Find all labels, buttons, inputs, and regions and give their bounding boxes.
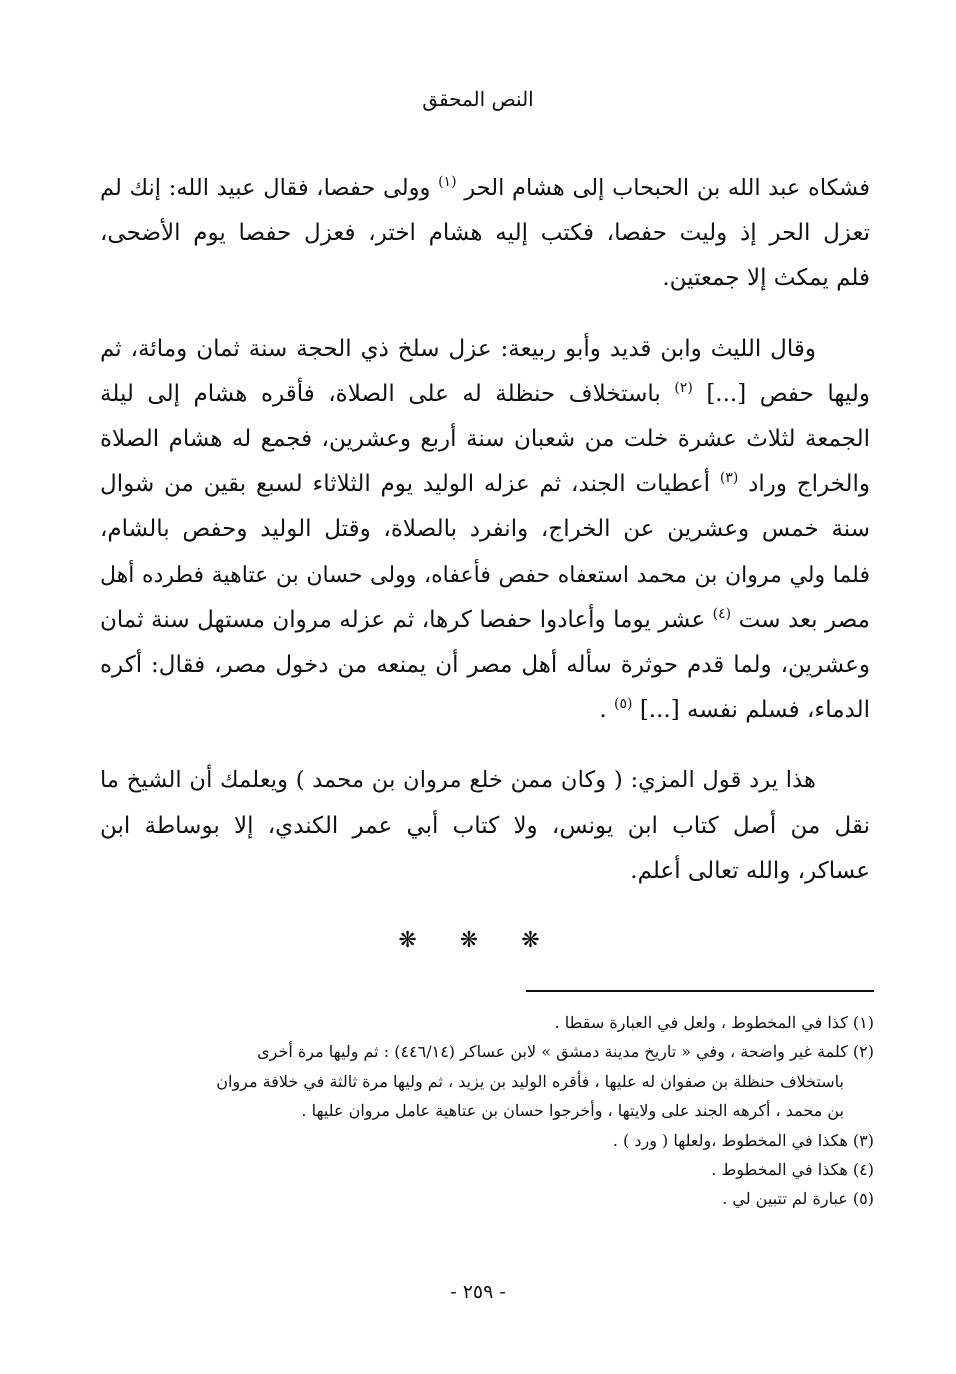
footnote-3: (٣) هكذا في المخطوط ،ولعلها ( ورد ) . [612, 1130, 874, 1150]
text-line: الجمعة لثلاث عشرة خلت من شعبان سنة أربع وعشرين، فجمع له هشام الصلاة [100, 426, 870, 453]
paragraph-3 [100, 758, 870, 894]
footnote-4: (٤) هكذا في المخطوط . [711, 1160, 874, 1180]
text-line: الدماء، فسلم نفسه [...] $^{(٥)}$ . [599, 696, 870, 724]
footnote-ref-2[interactable]: (٢) [674, 379, 693, 396]
paragraph-1 [100, 166, 870, 302]
footnote-2: (٢) كلمة غير واضحة ، وفي « تاريخ مدينة دمشق » لابن عساكر (٤٤٦/١٤) : ثم وليها مرة أخرى [257, 1042, 874, 1062]
text-line: فلما ولي مروان بن محمد استعفاه حفص فأعفاه، وولى حسان بن عتاهية فطرده أهل [100, 562, 870, 588]
footnotes [100, 1008, 874, 1214]
text-line: هذا يرد قول المزي: ( وكان ممن خلع مروان بن محمد ) ويعلمك أن الشيخ ما [100, 767, 816, 794]
footnote-1: (١) كذا في المخطوط ، ولعل في العبارة سقطا . [554, 1013, 874, 1032]
text-line: وليها حفص [...] $^{(٢)}$ باستخلاف حنظلة له على الصلاة، فأقره هشام إلى ليلة [100, 379, 870, 407]
text-line: والخراج وراد $^{(٣)}$ أعطيات الجند، ثم عزله الوليد يوم الثلاثاء لسبع بقين من شوال [100, 470, 871, 498]
page-number: - ٢٥٩ - [450, 1281, 506, 1303]
paragraph-2 [100, 327, 870, 734]
running-title: النص المحقق [422, 87, 534, 111]
text-line: وقال الليث وابن قديد وأبو ربيعة: عزل سلخ ذي الحجة سنة ثمان ومائة، ثم [100, 335, 816, 362]
main-text [100, 166, 870, 894]
text-line: تعزل الحر إذ وليت حفصا، فكتب إليه هشام اختر، فعزل حفصا يوم الأضحى، [100, 220, 870, 247]
text-line: وعشرين، ولما قدم حوثرة سأله أهل مصر أن يمنعه من دخول مصر، فقال: أكره [100, 652, 870, 679]
footnote-ref-1[interactable]: (١) [438, 174, 457, 190]
footnote-rule [526, 990, 874, 992]
footnote-ref-5[interactable]: (٥) [614, 696, 633, 713]
footnote-2-continuation: بن محمد ، أكرهه الجند على ولايتها ، وأخرجوا حسان بن عتاهية عامل مروان عليها . [301, 1101, 844, 1121]
text-line: فلم يمكث إلا جمعتين. [662, 265, 870, 292]
text-line: سنة خمس وعشرين عن الخراج، وانفرد بالصلاة، وقتل الوليد وحفص بالشام، [100, 516, 870, 543]
text-line: مصر بعد ست $^{(٤)}$ عشر يوما وأعادوا حفصا كرها، ثم عزله مروان مستهل سنة ثمان [100, 605, 870, 633]
footnote-5: (٥) عبارة لم تتبين لي . [722, 1189, 874, 1209]
section-separator: ❋ ❋ ❋ [398, 928, 558, 953]
text-line: فشكاه عبد الله بن الحبحاب إلى هشام الحر $^{(١)}$ وولى حفصا، فقال عبيد الله: إنك لم [100, 174, 871, 201]
footnote-ref-4[interactable]: (٤) [712, 605, 732, 622]
footnote-2-continuation: باستخلاف حنظلة بن صفوان له عليها ، فأقره الوليد بن يزيد ، ثم وليها مرة ثالثة في خلافة مروان [216, 1071, 844, 1091]
text-line: نقل من أصل كتاب ابن يونس، ولا كتاب أبي عمر الكندي، إلا بوساطة ابن [100, 812, 870, 839]
text-line: عساكر، والله تعالى أعلم. [630, 857, 870, 884]
footnote-ref-3[interactable]: (٣) [719, 470, 739, 487]
